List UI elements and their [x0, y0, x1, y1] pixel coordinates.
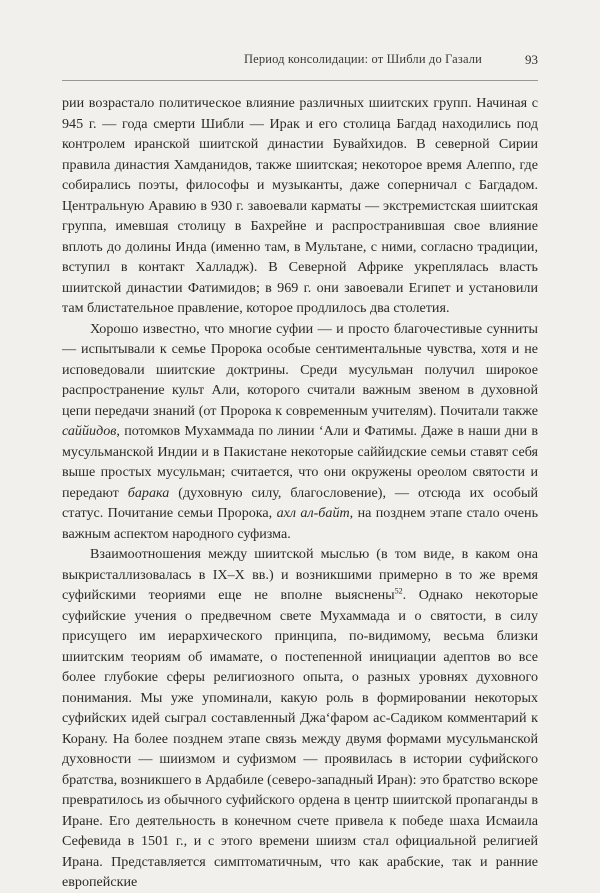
paragraph-2 [62, 319, 538, 545]
text-run: (духовную силу, благословение), — отсюда их особый статус. Почитание семьи Пророка, [62, 484, 538, 521]
header-rule [62, 80, 538, 81]
text-run: , на позднем этапе стало очень важным аспектом народного суфизма. [62, 505, 538, 542]
page-number: 93 [525, 52, 538, 67]
running-head [62, 52, 538, 72]
text-run: . Однако некоторые суфийские учения о предвечном свете Мухаммада и о святости, в силу присущего им иерархического принципа, по-видимому, весьма близки шиитским теориям об имамате, о постепенной инициации адептов во все более глубокие сферы религиозного опыта, о разных уровнях духовного понимания. Мы уже упоминали, какую роль в формировании некоторых суфийских идей сыграл составленный Джа‘фаром ас-Садиком комментарий к Корану. На более позднем этапе связь между двумя формами мусульманской духовности — шиизмом и суфизмом — проявилась в истории суфийского братства, возникшего в Ардабиле (северо-западный Иран): это братство вскоре превратилось из обычного суфийского ордена в центр шиитской пропаганды в Иране. Его деятельность в конечном счете привела к победе шаха Исмаила Сефевида в 1501 г., и с этого времени шиизм стал официальной религией Ирана. Представляется симптоматичным, что как арабские, так и ранние европейские [62, 587, 538, 890]
paragraph-3 [62, 544, 538, 893]
italic-term: барака [127, 484, 170, 501]
text-run: рии возрастало политическое влияние различных шиитских групп. Начиная с 945 г. — года смерти Шибли — Ирак и его столица Багдад находились под контролем иранской шиитской династии Бувайхидов. В северной Сирии правила династия Хамданидов, также шиитская; некоторое время Алеппо, где собирались поэты, философы и музыканты, даже соперничал с Багдадом. Центральную Аравию в 930 г. завоевали карматы — экстремистская шиитская группа, имевшая столицу в Бахрейне и распространившая свое влияние вплоть до долины Инда (именно там, в Мультане, с ними, согласно традиции, вступил в контакт Халладж). В Северной Африке укреплялась власть шиитской династии Фатимидов; в 969 г. они завоевали Египет и установили там блистательное правление, которое продлилось два столетия. [62, 95, 538, 316]
text-run: Хорошо известно, что многие суфии — и просто благочестивые сунниты — испытывали к семье Пророка особые сентиментальные чувства, хотя и не исповедовали шиитские доктрины. Среди мусульман получил широкое распространение культ Али, которого считали важным звеном в духовной цепи передачи знаний (от Пророка к современным учителям). Почитали также [62, 320, 538, 419]
body-text [62, 93, 538, 893]
footnote-ref: 52 [394, 586, 403, 596]
text-run: , потомков Мухаммада по линии ‘Али и Фатимы. Даже в наши дни в мусульманской Индии и в Пакистане некоторые саййидские семьи ставят себя выше простых мусульман; считается, что они окружены ореолом святости и передают [62, 423, 538, 501]
italic-term: саййидов [62, 423, 117, 439]
italic-term: ахл ал-байт [276, 505, 350, 521]
running-title: Период консолидации: от Шибли до Газали [243, 52, 482, 66]
text-run: Взаимоотношения между шиитской мыслью (в том виде, в каком она выкристаллизовалась в IX–X вв.) и возникшими примерно в то же время суфийскими теориями еще не вполне выяснены [62, 546, 538, 603]
paragraph-1 [62, 93, 538, 319]
